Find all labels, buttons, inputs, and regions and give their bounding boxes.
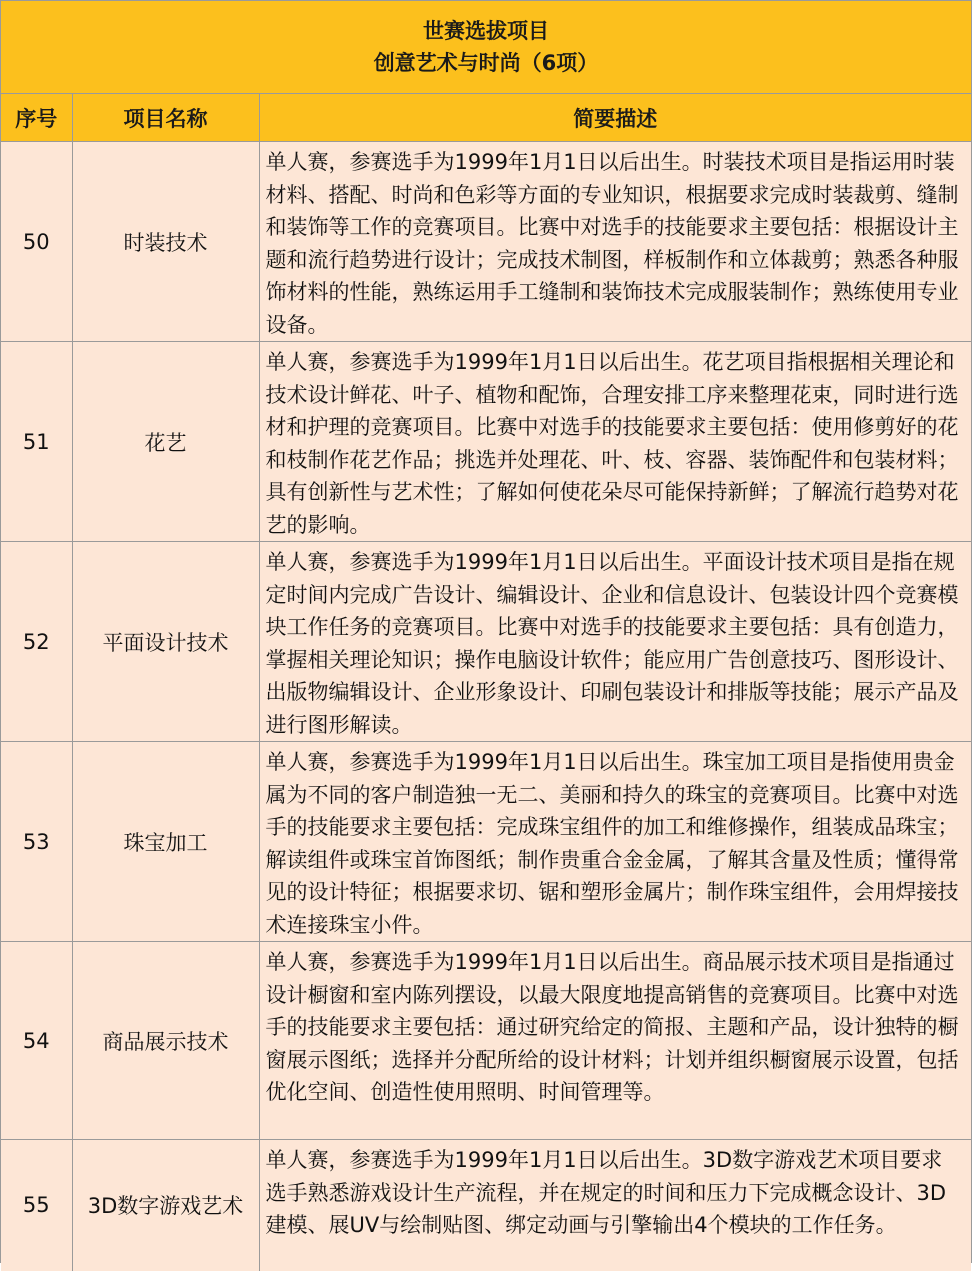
row-desc: 单人赛，参赛选手为1999年1月1日以后出生。平面设计技术项目是指在规定时间内完成广告设计、编辑设计、企业和信息设计、包装设计四个竞赛模块工作任务的竞赛项目。比赛中对选手的技能要求主要包括：具有创造力，掌握相关理论知识；操作电脑设计软件；能应用广告创意技巧、图形设计、出版物编辑设计、企业形象设计、印刷包装设计和排版等技能；展示产品及进行图形解读。: [259, 542, 971, 742]
table-title-block: [1, 1, 971, 94]
row-name: [72, 742, 259, 942]
row-name-text: 3D数字游戏艺术: [87, 1194, 244, 1219]
table-title: 世赛选拔项目: [423, 19, 549, 43]
row-no: 51: [1, 342, 72, 542]
row-desc: 单人赛，参赛选手为1999年1月1日以后出生。花艺项目指根据相关理论和技术设计鲜花、叶子、植物和配饰，合理安排工序来整理花束，同时进行选材和护理的竞赛项目。比赛中对选手的技能要求主要包括：使用修剪好的花和枝制作花艺作品；挑选并处理花、叶、枝、容器、装饰配件和包装材料；具有创新性与艺术性；了解如何使花朵尽可能保持新鲜；了解流行趋势对花艺的影响。: [259, 342, 971, 542]
row-desc: 单人赛，参赛选手为1999年1月1日以后出生。时装技术项目是指运用时装材料、搭配、时尚和色彩等方面的专业知识，根据要求完成时装裁剪、缝制和装饰等工作的竞赛项目。比赛中对选手的技能要求主要包括：根据设计主题和流行趋势进行设计；完成技术制图，样板制作和立体裁剪；熟悉各种服饰材料的性能，熟练运用手工缝制和装饰技术完成服装制作；熟练使用专业设备。: [259, 142, 971, 342]
row-name-text: 珠宝加工: [123, 830, 208, 855]
header-name: 项目名称: [72, 94, 259, 142]
table-row: [1, 542, 971, 742]
table-row: [1, 942, 971, 1140]
header-row: [1, 94, 971, 142]
table-subtitle: 创意艺术与时尚（6项）: [373, 51, 599, 75]
row-name: [72, 342, 259, 542]
row-desc: 单人赛，参赛选手为1999年1月1日以后出生。3D数字游戏艺术项目要求选手熟悉游戏设计生产流程，并在规定的时间和压力下完成概念设计、3D建模、展UV与绘制贴图、绑定动画与引擎输出4个模块的工作任务。: [259, 1140, 971, 1271]
row-no: 55: [1, 1140, 72, 1271]
row-name: [72, 942, 259, 1140]
row-name-text: 商品展示技术: [102, 1029, 229, 1054]
row-name-text: 平面设计技术: [102, 630, 229, 655]
project-table: [1, 94, 971, 1271]
row-name: [72, 542, 259, 742]
row-name: [72, 142, 259, 342]
table-row: [1, 1140, 971, 1271]
header-no: 序号: [1, 94, 72, 142]
table-row: [1, 342, 971, 542]
row-desc: 单人赛，参赛选手为1999年1月1日以后出生。商品展示技术项目是指通过设计橱窗和室内陈列摆设，以最大限度地提高销售的竞赛项目。比赛中对选手的技能要求主要包括：通过研究给定的简报、主题和产品，设计独特的橱窗展示图纸；选择并分配所给的设计材料；计划并组织橱窗展示设置，包括优化空间、创造性使用照明、时间管理等。: [259, 942, 971, 1140]
row-no: 53: [1, 742, 72, 942]
row-name-text: 花艺: [144, 430, 187, 455]
row-name-text: 时装技术: [123, 230, 208, 255]
header-desc: 简要描述: [259, 94, 971, 142]
row-no: 54: [1, 942, 72, 1140]
row-name: [72, 1140, 259, 1271]
row-no: 50: [1, 142, 72, 342]
table-row: [1, 142, 971, 342]
row-no: 52: [1, 542, 72, 742]
row-desc: 单人赛，参赛选手为1999年1月1日以后出生。珠宝加工项目是指使用贵金属为不同的客户制造独一无二、美丽和持久的珠宝的竞赛项目。比赛中对选手的技能要求主要包括：完成珠宝组件的加工和维修操作，组装成品珠宝；解读组件或珠宝首饰图纸；制作贵重合金金属，了解其含量及性质；懂得常见的设计特征；根据要求切、锯和塑形金属片；制作珠宝组件，会用焊接技术连接珠宝小件。: [259, 742, 971, 942]
table-row: [1, 742, 971, 942]
